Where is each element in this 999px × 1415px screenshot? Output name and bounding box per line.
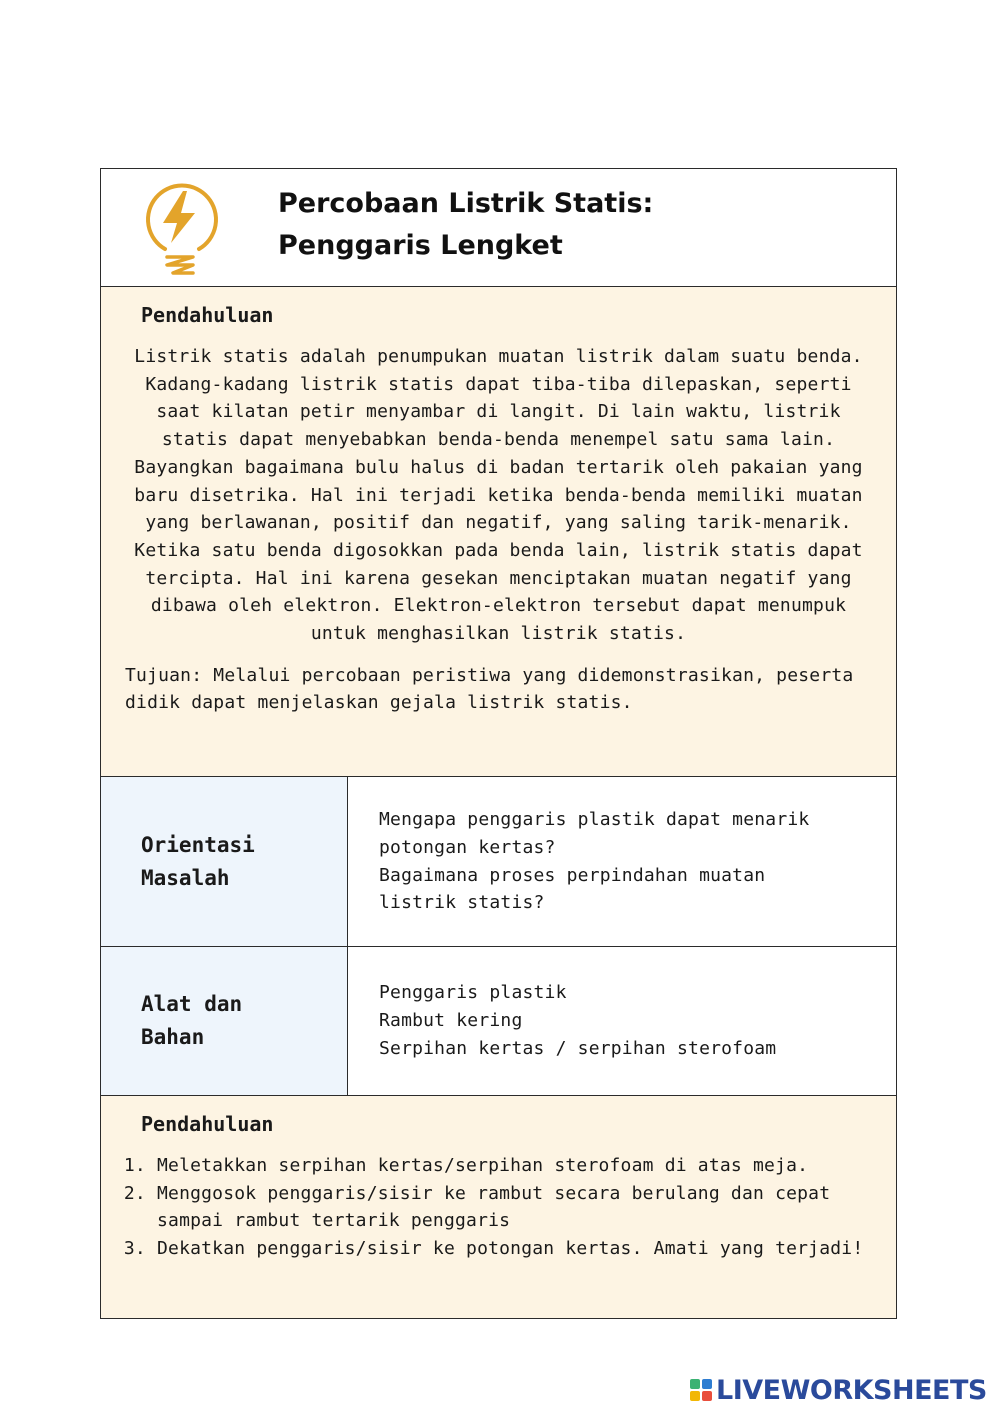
materials-label [101, 947, 348, 1095]
intro-section [101, 287, 896, 777]
orientation-label-line-1: Orientasi [141, 832, 255, 857]
procedure-step: 3. Dekatkan penggaris/sisir ke potongan kertas. Amati yang terjadi! [157, 1235, 872, 1263]
procedure-list [125, 1152, 872, 1263]
worksheet [100, 168, 897, 1319]
procedure-heading: Pendahuluan [141, 1112, 274, 1136]
orientation-content [348, 777, 896, 946]
orientation-line: potongan kertas? [379, 836, 556, 858]
lightning-bulb-icon [137, 177, 221, 277]
orientation-line: listrik statis? [379, 892, 545, 914]
materials-label-line-1: Alat dan [141, 992, 243, 1016]
material-item: Rambut kering [379, 1010, 523, 1032]
goal-text: Tujuan: Melalui percobaan peristiwa yang didemonstrasikan, peserta didik dapat menjelaskan gejala listrik statis. [125, 664, 854, 714]
procedure-step: 1. Meletakkan serpihan kertas/serpihan sterofoam di atas meja. [157, 1152, 872, 1180]
title-line-2: Penggaris Lengket [278, 230, 563, 261]
intro-heading: Pendahuluan [141, 303, 274, 327]
orientation-row [101, 777, 896, 947]
title-line-1: Percobaan Listrik Statis: [278, 188, 654, 219]
procedure-section [101, 1096, 896, 1318]
orientation-line: Bagaimana proses perpindahan muatan [379, 864, 766, 886]
brand-grid-icon [690, 1379, 712, 1401]
page-title [278, 183, 653, 267]
brand-name: LIVEWORKSHEETS [716, 1374, 987, 1406]
orientation-label-line-2: Masalah [141, 865, 230, 890]
material-item: Penggaris plastik [379, 982, 567, 1004]
orientation-line: Mengapa penggaris plastik dapat menarik [379, 809, 810, 831]
materials-row [101, 947, 896, 1096]
materials-label-line-2: Bahan [141, 1025, 205, 1049]
materials-content [348, 947, 896, 1095]
procedure-step: 2. Menggosok penggaris/sisir ke rambut secara berulang dan cepat sampai rambut tertarik penggaris [157, 1180, 872, 1235]
intro-paragraph: Listrik statis adalah penumpukan muatan listrik dalam suatu benda. Kadang-kadang listrik statis dapat tiba-tiba dilepaskan, seperti saat kilatan petir menyambar di langit. Di lain waktu, listrik statis dapat menyebabkan benda-benda menempel satu sama lain. Bayangkan bagaimana bulu halus di badan tertarik oleh pakaian yang baru disetrika. Hal ini terjadi ketika benda-benda memiliki muatan yang berlawanan, positif dan negatif, yang saling tarik-menarik. Ketika satu benda digosokkan pada benda lain, listrik statis dapat tercipta. Hal ini karena gesekan menciptakan muatan negatif yang dibawa oleh elektron. Elektron-elektron tersebut dapat menumpuk untuk menghasilkan listrik statis. [134, 346, 863, 645]
worksheet-header [101, 169, 896, 287]
material-item: Serpihan kertas / serpihan sterofoam [379, 1037, 777, 1059]
orientation-label [101, 777, 348, 946]
liveworksheets-logo [690, 1374, 987, 1406]
